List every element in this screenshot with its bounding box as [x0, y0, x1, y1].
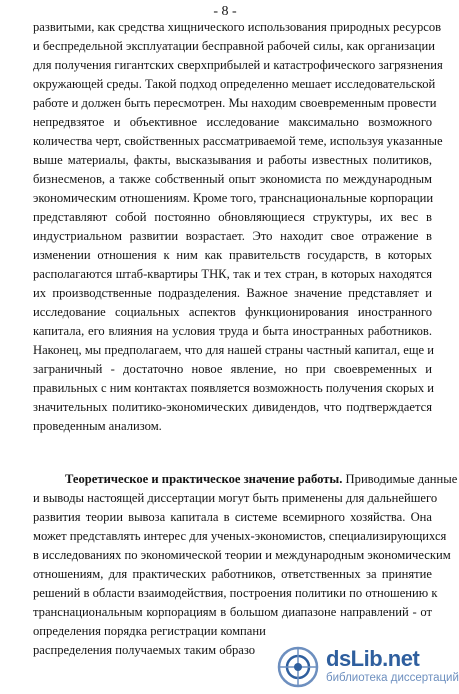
- text-line: распределения получаемых таким образо: [33, 643, 256, 657]
- page-number: - 8 -: [213, 4, 237, 19]
- text-line: и беспредельной эксплуатации бесправной рабочей силы, как организации: [33, 39, 435, 53]
- dslib-logo-icon: [276, 645, 320, 689]
- watermark-subtitle: библиотека диссертаций: [326, 672, 459, 685]
- text-line: развития теории вывоза капитала в системе всемирного хозяйства. Она: [33, 510, 432, 524]
- text-line: Наконец, мы предполагаем, что для нашей страны частный капитал, еще и: [33, 343, 435, 357]
- text-line: транснациональным корпорациям в большом диапазоне направлений - от: [33, 605, 432, 619]
- text-line: бизнесменов, а также собственный опыт экономиста по международным: [33, 172, 432, 186]
- text-line: экономическим отношениям. Кроме того, транснациональные корпорации: [33, 191, 434, 205]
- heading-line-rest: Приводимые данные: [342, 472, 458, 486]
- text-line: представляют собой постоянно обновляющиеся структуры, их вес в: [33, 210, 432, 224]
- text-line: индустриальном развитии возрастает. Это находит свое отражение в: [33, 229, 432, 243]
- text-line: и выводы настоящей диссертации могут быть применены для дальнейшего: [33, 491, 438, 505]
- text-line: их производственные подразделения. Важное значение представляет и: [33, 286, 432, 300]
- text-line: окружающей среды. Такой подход определенно мешает исследовательской: [33, 77, 436, 91]
- text-line: в исследованиях по экономической теории и международным экономическим: [33, 548, 451, 562]
- text-line: развитыми, как средства хищнического использования природных ресурсов: [33, 20, 442, 34]
- watermark-name: dsLib.net: [326, 646, 420, 672]
- text-line: количества черт, свойственных рассматриваемой теме, используя указанные: [33, 134, 443, 148]
- text-line: непредвзятое и объективное исследование максимально возможного: [33, 115, 432, 129]
- text-line: решений в области взаимодействия, построения политики по отношению к: [33, 586, 438, 600]
- paragraph-practical-value: [33, 470, 458, 660]
- text-line: исследование социальных аспектов функционирования иностранного: [33, 305, 432, 319]
- text-line: значительных политико-экономических дивидендов, что подтверждается: [33, 400, 432, 414]
- text-line: отношениям, для практических работников, ответственных за принятие: [33, 567, 432, 581]
- text-line: выше материалы, факты, высказывания и работы известных политиков,: [33, 153, 432, 167]
- text-line-first: [33, 470, 458, 489]
- text-line: может представлять интерес для ученых-экономистов, специализирующихся: [33, 529, 447, 543]
- paragraph-significance: [33, 18, 443, 436]
- text-line: определения порядка регистрации компани: [33, 624, 266, 638]
- text-line: располагаются штаб-квартиры ТНК, так и тех стран, в которых находятся: [33, 267, 432, 281]
- text-line: заграничный - достаточно новое явление, но при своевременных и: [33, 362, 432, 376]
- text-line: изменении отношения к ним как правительств государств, в которых: [33, 248, 432, 262]
- text-line: правильных с ним контактах появляется возможность получения скорых и: [33, 381, 435, 395]
- text-line: капитала, его влияния на условия труда и быта иностранных работников.: [33, 324, 432, 338]
- section-heading: Теоретическое и практическое значение работы.: [65, 472, 343, 486]
- text-line: проведенным анализом.: [33, 419, 162, 433]
- text-line: для получения гигантских сверхприбылей и катастрофического загрязнения: [33, 58, 443, 72]
- dslib-watermark[interactable]: [268, 642, 459, 691]
- text-line: работе и должен быть пересмотрен. Мы находим своевременным провести: [33, 96, 437, 110]
